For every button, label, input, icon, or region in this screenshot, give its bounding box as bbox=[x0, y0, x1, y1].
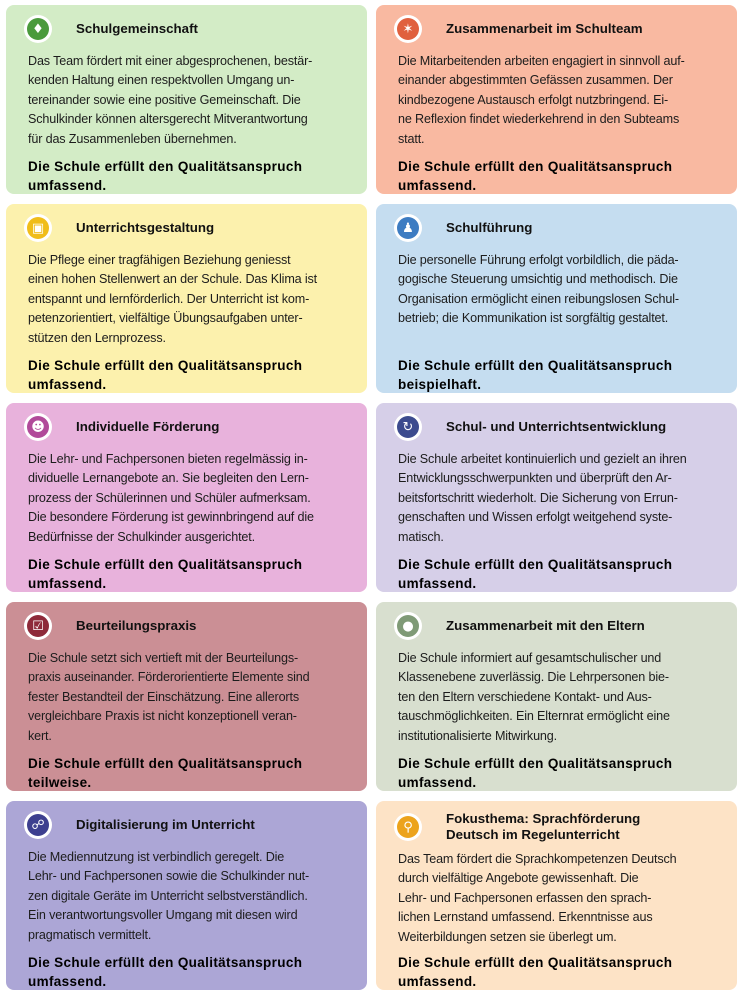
quality-verdict bbox=[398, 157, 725, 194]
verdict-line: Die Schule erfüllt den Qualitätsanspruch bbox=[28, 756, 303, 772]
text-line: einander abgestimmten Gefässen zusammen. Der bbox=[398, 73, 673, 88]
quality-verdict bbox=[398, 555, 725, 592]
text-line: für das Zusammenleben übernehmen. bbox=[28, 131, 237, 146]
verdict-rating: umfassend. bbox=[28, 377, 107, 393]
text-line: ne Reflexion findet wiederkehrend in den Subteams bbox=[398, 112, 680, 127]
card-title: Schulführung bbox=[446, 220, 533, 235]
text-line: ten den Eltern verschiedene Kontakt- und Aus- bbox=[398, 689, 652, 704]
card-title: Schul- und Unterrichtsentwicklung bbox=[446, 419, 667, 434]
quality-verdict bbox=[398, 754, 725, 791]
verdict-rating: umfassend. bbox=[398, 576, 477, 592]
verdict-line: Die Schule erfüllt den Qualitätsanspruch bbox=[398, 159, 673, 175]
handshake-icon: ♦ bbox=[24, 15, 52, 43]
quality-verdict bbox=[398, 356, 725, 393]
card-title bbox=[446, 811, 640, 843]
quality-verdict bbox=[28, 754, 355, 791]
text-line: Klassenebene zuverlässig. Die Lehrpersonen bie- bbox=[398, 670, 669, 685]
text-line: Die Lehr- und Fachpersonen bieten regelmässig in- bbox=[28, 452, 308, 466]
text-line: institutionalisierte Mitwirkung. bbox=[398, 728, 557, 743]
text-line: prozess der Schülerinnen und Schüler aufmerksam. bbox=[28, 490, 311, 505]
text-line: Die personelle Führung erfolgt vorbildlich, die päda- bbox=[398, 253, 679, 267]
text-line: Die Mitarbeitenden arbeiten engagiert in sinnvoll auf- bbox=[398, 54, 685, 68]
card-title: Individuelle Förderung bbox=[76, 419, 220, 434]
text-line: pragmatisch vermittelt. bbox=[28, 927, 152, 942]
card-title-line-1: Fokusthema: Sprachförderung bbox=[446, 811, 641, 826]
card-title: Schulgemeinschaft bbox=[76, 21, 198, 36]
verdict-line: Die Schule erfüllt den Qualitätsanspruch bbox=[28, 557, 303, 573]
digital-device-icon: ☍ bbox=[24, 811, 52, 839]
text-line: fester Bestandteil der Einschätzung. Eine allerorts bbox=[28, 689, 299, 704]
verdict-rating: umfassend. bbox=[398, 178, 477, 194]
card-title-line-2: Deutsch im Regelunterricht bbox=[446, 827, 620, 842]
text-line: Organisation ermöglicht einen reibungslosen Schul- bbox=[398, 291, 679, 306]
quality-verdict bbox=[28, 953, 355, 990]
text-line: zen digitale Geräte im Unterricht selbstverständlich. bbox=[28, 888, 308, 903]
text-line: Ein verantwortungsvoller Umgang mit diesen wird bbox=[28, 908, 298, 923]
verdict-rating: umfassend. bbox=[398, 775, 477, 791]
text-line: Schulkinder können altersgerecht Mitverantwortung bbox=[28, 112, 308, 127]
text-line: statt. bbox=[398, 131, 425, 146]
text-line: Die Schule informiert auf gesamtschulischer und bbox=[398, 651, 662, 665]
verdict-rating: teilweise. bbox=[28, 775, 92, 791]
card-unterrichtsgestaltung bbox=[6, 204, 367, 393]
text-line: entspannt und lernförderlich. Der Unterricht ist kom- bbox=[28, 291, 310, 306]
quality-verdict bbox=[28, 555, 355, 592]
verdict-line: Die Schule erfüllt den Qualitätsanspruch bbox=[28, 955, 303, 971]
card-zusammenarbeit-eltern bbox=[376, 602, 737, 791]
verdict-line: Die Schule erfüllt den Qualitätsanspruch bbox=[398, 358, 673, 374]
text-line: durch vielfältige Angebote gewissenhaft. Die bbox=[398, 871, 639, 886]
support-person-icon: ☻ bbox=[24, 413, 52, 441]
text-line: Bedürfnisse der Schulkinder ausgerichtet. bbox=[28, 529, 255, 544]
card-zusammenarbeit-schulteam bbox=[376, 5, 737, 194]
verdict-rating: umfassend. bbox=[28, 178, 107, 194]
verdict-rating: umfassend. bbox=[28, 576, 107, 592]
verdict-line: Die Schule erfüllt den Qualitätsanspruch bbox=[28, 358, 303, 374]
text-line: praxis auseinander. Förderorientierte Elemente sind bbox=[28, 670, 310, 685]
text-line: Die Mediennutzung ist verbindlich geregelt. Die bbox=[28, 850, 285, 864]
text-line: lichen Lernstand umfassend. Erkenntnisse aus bbox=[398, 910, 653, 925]
leadership-icon: ♟ bbox=[394, 214, 422, 242]
text-line: beitsfortschritt wiederholt. Die Sicherung von Errun- bbox=[398, 490, 678, 505]
card-title: Unterrichtsgestaltung bbox=[76, 220, 215, 235]
card-title: Beurteilungspraxis bbox=[76, 618, 197, 633]
text-line: Weiterbildungen setzen sie überlegt um. bbox=[398, 929, 617, 944]
text-line: kindbezogene Austausch erfolgt nutzbringend. Ei- bbox=[398, 92, 669, 107]
text-line: Lehr- und Fachpersonen sowie die Schulkinder nut- bbox=[28, 869, 310, 884]
spacer bbox=[398, 329, 725, 348]
text-line: tauschmöglichkeiten. Ein Elternrat ermöglicht eine bbox=[398, 709, 670, 724]
text-line: dividuelle Lernangebote an. Sie begleiten den Lern- bbox=[28, 471, 309, 486]
quality-verdict bbox=[28, 356, 355, 393]
verdict-line: Die Schule erfüllt den Qualitätsanspruch bbox=[398, 955, 673, 971]
quality-verdict bbox=[28, 157, 355, 194]
cycle-arrow-icon: ↻ bbox=[394, 413, 422, 441]
text-line: Lehr- und Fachpersonen erfassen den sprach- bbox=[398, 890, 652, 905]
quality-verdict bbox=[398, 953, 725, 990]
text-line: betrieb; die Kommunikation ist sorgfältig gestaltet. bbox=[398, 311, 669, 326]
card-beurteilungspraxis bbox=[6, 602, 367, 791]
card-digitalisierung bbox=[6, 801, 367, 990]
text-line: gogische Steuerung umsichtig und methodisch. Die bbox=[398, 272, 678, 287]
verdict-line: Die Schule erfüllt den Qualitätsanspruch bbox=[398, 557, 673, 573]
verdict-line: Die Schule erfüllt den Qualitätsanspruch bbox=[28, 159, 303, 175]
verdict-rating: umfassend. bbox=[398, 974, 477, 990]
magnifier-icon: ⚲ bbox=[394, 813, 422, 841]
team-network-icon: ✶ bbox=[394, 15, 422, 43]
speech-bubbles-icon: ● bbox=[394, 612, 422, 640]
verdict-line: Die Schule erfüllt den Qualitätsanspruch bbox=[398, 756, 673, 772]
checkbox-icon: ☑ bbox=[24, 612, 52, 640]
card-title: Digitalisierung im Unterricht bbox=[76, 817, 255, 832]
card-schulfuehrung bbox=[376, 204, 737, 393]
card-schulgemeinschaft bbox=[6, 5, 367, 194]
card-fokusthema bbox=[376, 801, 737, 990]
presentation-board-icon: ▣ bbox=[24, 214, 52, 242]
text-line: Die Pflege einer tragfähigen Beziehung geniesst bbox=[28, 253, 291, 267]
text-line: Entwicklungsschwerpunkten und überprüft den Ar- bbox=[398, 471, 672, 486]
text-line: genschaften und Wissen erfolgt weitgehend syste- bbox=[398, 510, 673, 525]
text-line: vergleichbare Praxis ist nicht konzeptionell veran- bbox=[28, 709, 297, 724]
card-title: Zusammenarbeit im Schulteam bbox=[446, 21, 643, 36]
text-line: Das Team fördert die Sprachkompetenzen Deutsch bbox=[398, 852, 677, 866]
text-line: Die Schule setzt sich vertieft mit der Beurteilungs- bbox=[28, 651, 299, 665]
text-line: kert. bbox=[28, 728, 52, 743]
text-line: matisch. bbox=[398, 529, 444, 544]
text-line: stützen den Lernprozess. bbox=[28, 330, 166, 345]
verdict-rating: beispielhaft. bbox=[398, 377, 482, 393]
card-individuelle-foerderung bbox=[6, 403, 367, 592]
text-line: einen hohen Stellenwert an der Schule. Das Klima ist bbox=[28, 272, 318, 287]
text-line: kenden Haltung einen respektvollen Umgang un- bbox=[28, 73, 295, 88]
text-line: Die besondere Förderung ist gewinnbringend auf die bbox=[28, 510, 314, 525]
card-title: Zusammenarbeit mit den Eltern bbox=[446, 618, 645, 633]
text-line: petenzorientiert, vielfältige Übungsaufgaben unter- bbox=[28, 311, 303, 326]
text-line: Das Team fördert mit einer abgesprochenen, bestär- bbox=[28, 54, 313, 68]
verdict-rating: umfassend. bbox=[28, 974, 107, 990]
text-line: Die Schule arbeitet kontinuierlich und gezielt an ihren bbox=[398, 452, 687, 466]
card-schul-und-unterrichtsentwicklung bbox=[376, 403, 737, 592]
text-line: tereinander sowie eine positive Gemeinschaft. Die bbox=[28, 92, 301, 107]
